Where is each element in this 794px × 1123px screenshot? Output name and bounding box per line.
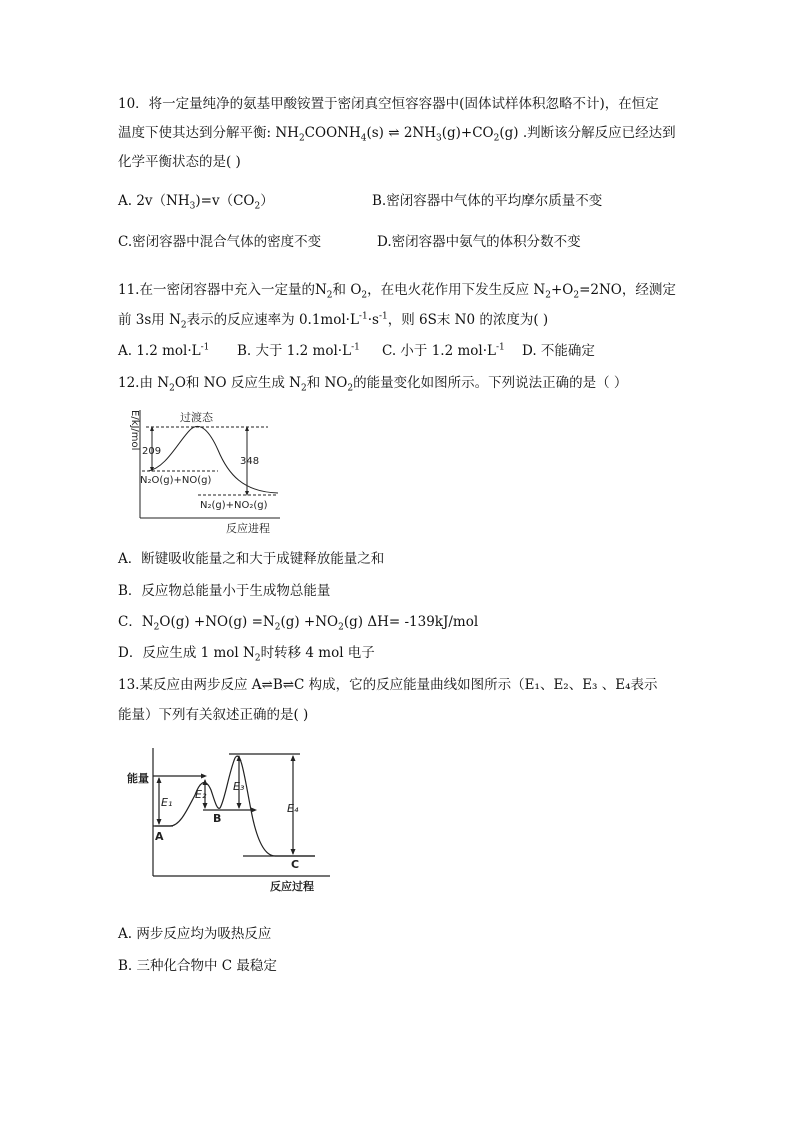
q11-option-b: B. 大于 1.2 $mol\cdot L^{-1}$ [237, 342, 360, 359]
q13-option-b: B. 三种化合物中 C 最稳定 [118, 958, 277, 974]
q13-line2: 能量）下列有关叙述正确的是( ) [118, 707, 309, 723]
q13-label-a: A [155, 830, 164, 843]
q12-reactant-label: N₂O(g)+NO(g) [140, 475, 212, 486]
q11-option-d: D. 不能确定 [522, 343, 595, 359]
q12-option-a: A．断键吸收能量之和大于成键释放能量之和 [118, 551, 385, 567]
q13-line1: 13.某反应由两步反应 A⇌B⇌C 构成，它的反应能量曲线如图所示（E₁、E₂、E₃ 、E₄表示 [118, 677, 658, 693]
q12-transition-label: 过渡态 [180, 411, 213, 424]
q12-product-label: N₂(g)+NO₂(g) [200, 500, 268, 511]
q12-label-348: 348 [240, 456, 260, 467]
q13-label-e2: E₂ [195, 788, 207, 801]
q12-option-d: D．反应生成 1 mol $N_2$时转移 4 mol 电子 [118, 645, 375, 664]
q12-option-c: C．$N_2O(g) +NO(g) =N_2(g) +NO_2(g)$ ΔH= -139kJ/mol [118, 614, 479, 633]
q10-option-d: D.密闭容器中氨气的体积分数不变 [377, 234, 581, 250]
q13-x-axis-label: 反应过程 [270, 880, 314, 893]
q12-stem: 12.由 $N_2O$和 NO 反应生成 $N_2$和 $NO_2$的能量变化如图所示。下列说法正确的是（ ） [118, 375, 628, 394]
q10-line2: 温度下使其达到分解平衡: $NH_2COONH_4(s)$ ⇌ $2NH_3(g)+CO_2(g)$ .判断该分解反应已经达到 [118, 125, 676, 144]
q13-label-e4: E₄ [287, 802, 299, 815]
q13-label-e1: E₁ [161, 796, 173, 809]
q13-option-a: A. 两步反应均为吸热反应 [118, 926, 272, 942]
q13-label-e3: E₃ [233, 780, 245, 793]
q10-option-a: A. $2v(NH_3)=v(CO_2)$ [118, 193, 274, 212]
q12-y-axis-label: E/kJ/mol [129, 410, 140, 451]
q12-x-axis-label: 反应进程 [226, 522, 270, 535]
q10-option-c: C.密闭容器中混合气体的密度不变 [118, 234, 322, 250]
q13-label-b: B [213, 812, 222, 825]
q11-line1: 11.在一密闭容器中充入一定量的$N_2$和 $O_2$，在电火花作用下发生反应 $N_2+O_2=2NO$，经测定 [118, 282, 676, 301]
q13-energy-diagram [125, 740, 345, 895]
q10-option-b: B.密闭容器中气体的平均摩尔质量不变 [372, 193, 603, 209]
q10-line1: 10．将一定量纯净的氨基甲酸铵置于密闭真空恒容容器中(固体试样体积忽略不计)，在恒定 [118, 96, 659, 112]
q13-y-axis-label: 能量 [127, 772, 149, 785]
q11-line2: 前 3s用 $N_2$表示的反应速率为 $0.1mol\cdot L^{-1}\cdot s^{-1}$，则 6S末 N0 的浓度为( ) [118, 311, 549, 331]
q11-option-a: A. 1.2 $mol\cdot L^{-1}$ [118, 342, 210, 359]
q12-option-b: B．反应物总能量小于生成物总能量 [118, 583, 331, 599]
q12-label-209: 209 [142, 446, 162, 457]
q13-label-c: C [291, 858, 300, 871]
q12-energy-diagram [118, 402, 288, 537]
q10-line3: 化学平衡状态的是( ) [118, 154, 241, 170]
q11-option-c: C. 小于 1.2 $mol\cdot L^{-1}$ [382, 342, 505, 359]
